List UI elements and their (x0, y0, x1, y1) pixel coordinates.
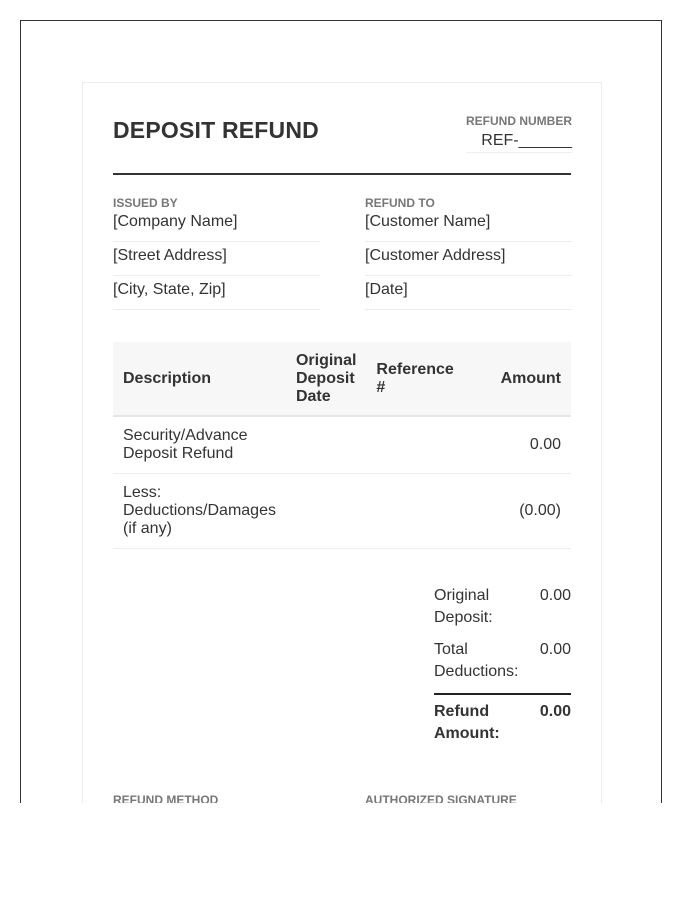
refund-items-table (113, 342, 571, 549)
date-field: [Date] (365, 278, 572, 310)
customer-name-field: [Customer Name] (365, 210, 572, 242)
street-address-field: [Street Address] (113, 244, 320, 276)
refund-number-value: REF-______ (467, 132, 572, 153)
row-description: Security/Advance Deposit Refund (113, 416, 286, 474)
refund-amount-row (434, 693, 571, 745)
column-header-description: Description (113, 342, 286, 416)
refund-to-block (365, 196, 572, 312)
refund-amount-label: Refund Amount: (434, 703, 500, 742)
authorized-signature-label: AUTHORIZED SIGNATURE (365, 793, 517, 803)
total-deductions-label: Total Deductions: (434, 641, 519, 680)
total-deductions-value: 0.00 (539, 641, 571, 658)
document-viewport[interactable] (20, 20, 662, 803)
document-title: DEPOSIT REFUND (113, 117, 319, 143)
table-row (113, 416, 571, 474)
column-header-reference: Reference # (366, 342, 463, 416)
original-deposit-value: 0.00 (539, 587, 571, 604)
header-divider (113, 173, 571, 175)
table-row (113, 474, 571, 549)
row-reference (366, 416, 463, 474)
city-state-zip-field: [City, State, Zip] (113, 278, 320, 310)
table-header-row (113, 342, 571, 416)
totals-summary (434, 585, 571, 755)
refund-method-label: REFUND METHOD (113, 793, 219, 803)
customer-address-field: [Customer Address] (365, 244, 572, 276)
original-deposit-row (434, 585, 571, 629)
row-amount: 0.00 (464, 416, 571, 474)
row-date (286, 416, 366, 474)
refund-number-label: REFUND NUMBER (466, 114, 572, 128)
refund-amount-value: 0.00 (539, 703, 571, 720)
issued-by-block (113, 196, 320, 312)
original-deposit-label: Original Deposit: (434, 587, 493, 626)
row-amount: (0.00) (464, 474, 571, 549)
company-name-field: [Company Name] (113, 210, 320, 242)
row-date (286, 474, 366, 549)
row-description: Less: Deductions/Damages (if any) (113, 474, 286, 549)
issued-by-label: ISSUED BY (113, 196, 178, 210)
total-deductions-row (434, 639, 571, 683)
column-header-amount: Amount (464, 342, 571, 416)
row-reference (366, 474, 463, 549)
column-header-original-deposit-date: Original Deposit Date (286, 342, 366, 416)
refund-document (82, 82, 602, 803)
refund-to-label: REFUND TO (365, 196, 435, 210)
